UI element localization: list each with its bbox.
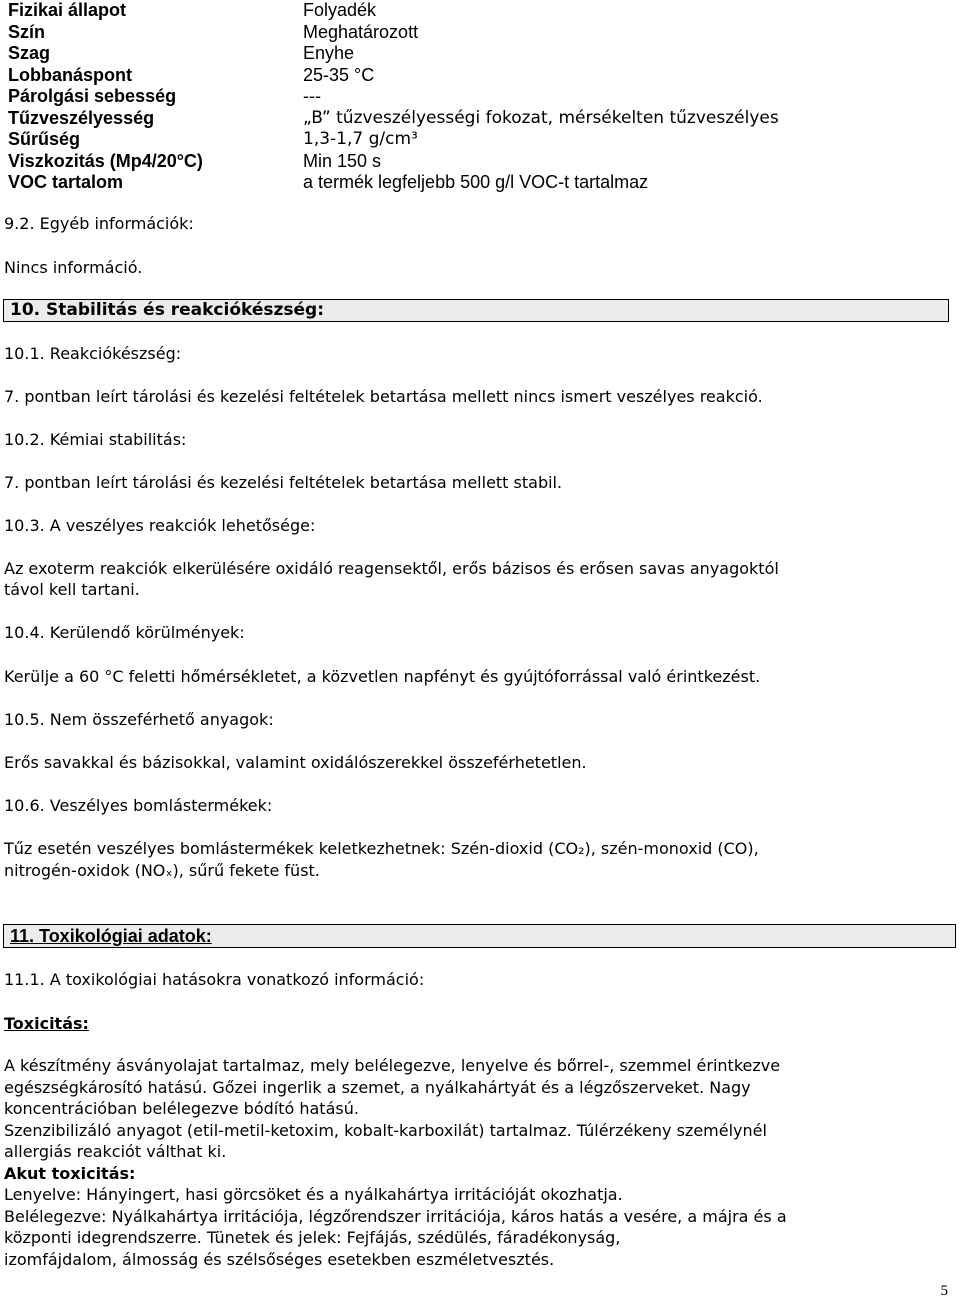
section-10-2-heading: 10.2. Kémiai stabilitás: bbox=[4, 430, 187, 449]
section-10-title: 10. Stabilitás és reakciókészség: bbox=[3, 299, 949, 322]
acute-toxicity-line: Lenyelve: Hányingert, hasi görcsöket és a nyálkahártya irritációját okozhatja. bbox=[4, 1185, 623, 1204]
property-value: a termék legfeljebb 500 g/l VOC-t tartalmaz bbox=[303, 172, 649, 192]
toxicity-paragraph bbox=[4, 1055, 904, 1270]
property-label: Párolgási sebesség bbox=[8, 86, 177, 106]
property-value: „B” tűzveszélyességi fokozat, mérsékelten tűzveszélyes bbox=[303, 107, 779, 128]
section-10-3-heading: 10.3. A veszélyes reakciók lehetősége: bbox=[4, 516, 316, 535]
property-value: Min 150 s bbox=[303, 150, 382, 171]
section-10-1-text: 7. pontban leírt tárolási és kezelési feltételek betartása mellett nincs ismert veszélyes reakció. bbox=[4, 387, 763, 406]
section-10-4-text: Kerülje a 60 °C feletti hőmérsékletet, a közvetlen napfényt és gyújtóforrással való érintkezést. bbox=[4, 667, 761, 686]
section-9-2-heading: 9.2. Egyéb információk: bbox=[4, 214, 194, 233]
property-value: Meghatározott bbox=[303, 21, 419, 42]
property-label: Viszkozitás (Mp4/20°C) bbox=[8, 150, 203, 171]
section-9-2-text: Nincs információ. bbox=[4, 258, 143, 277]
section-11-1-heading: 11.1. A toxikológiai hatásokra vonatkozó információ: bbox=[4, 970, 425, 989]
section-10-3-text-line: távol kell tartani. bbox=[4, 580, 140, 599]
toxicity-line: koncentrációban belélegezve bódító hatású. bbox=[4, 1099, 359, 1118]
property-label: Szín bbox=[8, 21, 46, 42]
section-10-6-heading: 10.6. Veszélyes bomlástermékek: bbox=[4, 796, 273, 815]
page-number: 5 bbox=[940, 1283, 948, 1299]
property-label: VOC tartalom bbox=[8, 172, 124, 192]
property-label: Sűrűség bbox=[8, 129, 81, 149]
section-10-3-text-line: Az exoterm reakciók elkerülésére oxidáló reagensektől, erős bázisos és erősen savas anyagoktól bbox=[4, 559, 779, 578]
toxicity-line: egészségkárosító hatású. Gőzei ingerlik a szemet, a nyálkahártyát és a légzőszerveket. Nagy bbox=[4, 1077, 751, 1097]
toxicity-line: allergiás reakciót válthat ki. bbox=[4, 1142, 227, 1161]
acute-toxicity-line: Belélegezve: Nyálkahártya irritációja, légzőrendszer irritációja, káros hatás a vesére, a májra és a bbox=[4, 1206, 787, 1226]
section-10-6-text-line: Tűz esetén veszélyes bomlástermékek keletkezhetnek: Szén-dioxid (CO₂), szén-monoxid (CO), bbox=[4, 839, 759, 858]
property-value: 25-35 °C bbox=[303, 64, 375, 85]
section-10-6-text-line: nitrogén-oxidok (NOₓ), sűrű fekete füst. bbox=[4, 861, 320, 880]
acute-toxicity-line: izomfájdalom, álmosság és szélsőséges esetekben eszméletvesztés. bbox=[4, 1249, 555, 1269]
section-10-4-heading: 10.4. Kerülendő körülmények: bbox=[4, 623, 245, 642]
section-11-title-text: 11. Toxikológiai adatok: bbox=[10, 926, 212, 946]
property-value: 1,3-1,7 g/cm³ bbox=[303, 129, 418, 149]
property-label: Tűzveszélyesség bbox=[8, 107, 155, 128]
property-label: Fizikai állapot bbox=[8, 0, 127, 20]
property-label: Lobbanáspont bbox=[8, 64, 132, 85]
toxicity-line: Szenzibilizáló anyagot (etil-metil-ketoxim, kobalt-karboxilát) tartalmaz. Túlérzékeny személynél bbox=[4, 1120, 767, 1140]
section-10-5-heading: 10.5. Nem összeférhető anyagok: bbox=[4, 710, 274, 729]
toxicity-line: A készítmény ásványolajat tartalmaz, mely belélegezve, lenyelve és bőrrel-, szemmel érintkezve bbox=[4, 1056, 781, 1075]
acute-toxicity-line: központi idegrendszerre. Tünetek és jelek: Fejfájás, szédülés, fáradékonyság, bbox=[4, 1228, 621, 1247]
section-10-5-text: Erős savakkal és bázisokkal, valamint oxidálószerekkel összeférhetetlen. bbox=[4, 753, 587, 772]
toxicity-label: Toxicitás: bbox=[4, 1014, 89, 1033]
section-11-title bbox=[3, 924, 956, 948]
property-label: Szag bbox=[8, 43, 51, 63]
section-10-2-text: 7. pontban leírt tárolási és kezelési feltételek betartása mellett stabil. bbox=[4, 473, 563, 492]
property-value: --- bbox=[303, 86, 321, 106]
property-value: Folyadék bbox=[303, 0, 377, 20]
property-value: Enyhe bbox=[303, 43, 355, 63]
acute-toxicity-label: Akut toxicitás: bbox=[4, 1163, 136, 1183]
section-10-1-heading: 10.1. Reakciókészség: bbox=[4, 344, 182, 363]
